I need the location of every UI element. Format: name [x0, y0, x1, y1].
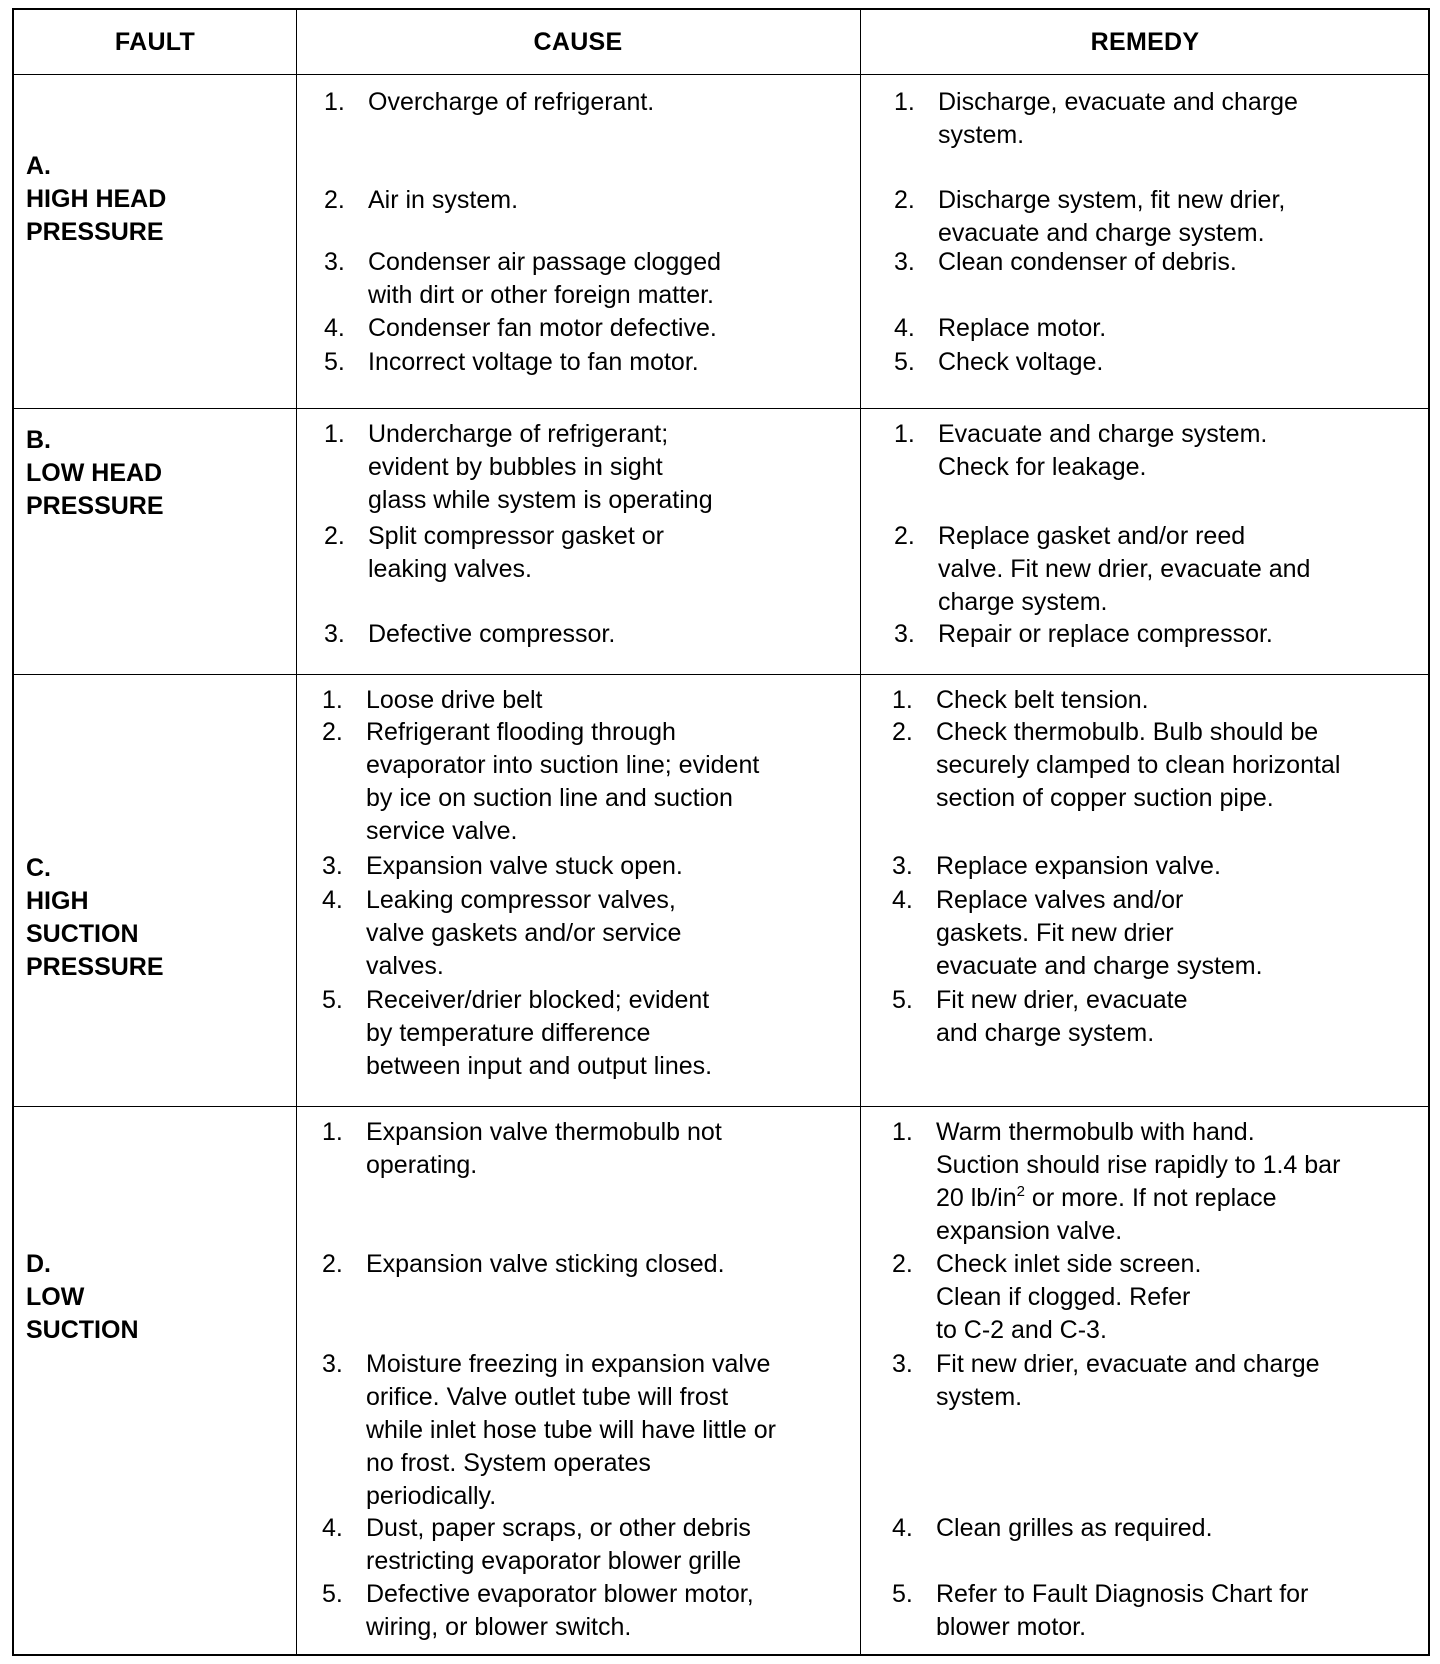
item-text-line: Check belt tension. — [936, 686, 1149, 714]
item-text — [936, 984, 1188, 1050]
item-text-line: Air in system. — [368, 186, 519, 214]
item-text — [936, 884, 1263, 983]
item-text — [368, 246, 721, 312]
fault-label-d — [26, 1248, 139, 1347]
item-text-line: by temperature difference — [366, 1019, 651, 1047]
item-text-line: Condenser air passage clogged — [368, 248, 722, 276]
fault-letter: B. — [26, 426, 51, 454]
item-number: 4. — [892, 1514, 913, 1542]
item-text — [936, 684, 1149, 717]
cause-item-d-5 — [322, 1578, 842, 1644]
item-text-line: gaskets. Fit new drier — [936, 919, 1174, 947]
item-text — [366, 884, 681, 983]
item-number: 2. — [894, 186, 915, 214]
item-text-line: Moisture freezing in expansion valve — [366, 1350, 771, 1378]
superscript: 2 — [1016, 1183, 1025, 1200]
item-text-line: Expansion valve sticking closed. — [366, 1250, 725, 1278]
item-text — [936, 1116, 1340, 1248]
item-text — [938, 346, 1103, 379]
item-text-line: valve gaskets and/or service — [366, 919, 682, 947]
header-fault: FAULT — [114, 27, 196, 56]
item-text — [936, 850, 1221, 883]
remedy-item-d-4 — [892, 1512, 1422, 1545]
item-text-line: Refrigerant flooding through — [366, 718, 676, 746]
item-number: 3. — [894, 620, 915, 648]
item-text-line: Fit new drier, evacuate and charge — [936, 1350, 1320, 1378]
remedy-item-b-2 — [894, 520, 1424, 619]
item-text-line: Discharge, evacuate and charge — [938, 88, 1298, 116]
item-text-line: expansion valve. — [936, 1217, 1123, 1245]
item-text-line: Check voltage. — [938, 348, 1104, 376]
header-divider — [14, 74, 1428, 75]
item-text-line: evident by bubbles in sight — [368, 453, 663, 481]
item-number: 4. — [322, 886, 343, 914]
item-text — [366, 1348, 776, 1513]
item-number: 2. — [324, 522, 345, 550]
item-text-line: Refer to Fault Diagnosis Chart for — [936, 1580, 1309, 1608]
item-number: 3. — [324, 248, 345, 276]
item-text-line: valve. Fit new drier, evacuate and — [938, 555, 1311, 583]
remedy-item-d-3 — [892, 1348, 1422, 1414]
item-number: 3. — [322, 852, 343, 880]
item-number: 3. — [324, 620, 345, 648]
item-text-line: evacuate and charge system. — [936, 952, 1263, 980]
item-text — [938, 618, 1273, 651]
item-text-line: no frost. System operates — [366, 1449, 651, 1477]
item-text-line: Warm thermobulb with hand. — [936, 1118, 1255, 1146]
item-number: 1. — [324, 88, 345, 116]
item-text-line: charge system. — [938, 588, 1108, 616]
item-text-line: Defective evaporator blower motor, — [366, 1580, 754, 1608]
fault-name-line: PRESSURE — [26, 218, 164, 246]
item-text-line: Repair or replace compressor. — [938, 620, 1273, 648]
cause-item-c-2 — [322, 716, 842, 848]
cause-item-a-2 — [324, 184, 844, 217]
remedy-item-d-5 — [892, 1578, 1422, 1644]
item-text — [366, 1116, 722, 1182]
item-text — [366, 684, 543, 717]
header-remedy: REMEDY — [1090, 27, 1200, 56]
fault-name-line: SUCTION — [26, 1316, 139, 1344]
fault-label-c — [26, 852, 164, 984]
cause-item-a-1 — [324, 86, 844, 119]
item-number: 4. — [894, 314, 915, 342]
item-text-line: Receiver/drier blocked; evident — [366, 986, 710, 1014]
item-number: 3. — [322, 1350, 343, 1378]
item-text-line: Leaking compressor valves, — [366, 886, 676, 914]
fault-label-a — [26, 150, 166, 249]
item-number: 1. — [322, 1118, 343, 1146]
item-text-line: section of copper suction pipe. — [936, 784, 1274, 812]
cause-item-a-5 — [324, 346, 844, 379]
item-text-line: Check for leakage. — [938, 453, 1147, 481]
item-text-line: Check inlet side screen. — [936, 1250, 1202, 1278]
item-text — [366, 850, 683, 883]
item-text — [938, 418, 1267, 484]
item-text-line: with dirt or other foreign matter. — [368, 281, 714, 309]
item-text-line: Suction should rise rapidly to 1.4 bar — [936, 1151, 1341, 1179]
item-number: 2. — [892, 718, 913, 746]
item-text — [936, 1348, 1320, 1414]
remedy-item-b-1 — [894, 418, 1424, 484]
remedy-item-c-3 — [892, 850, 1422, 883]
fault-name-line: PRESSURE — [26, 492, 164, 520]
item-text-line: and charge system. — [936, 1019, 1155, 1047]
fault-name-line: LOW HEAD — [26, 459, 163, 487]
item-text-line: restricting evaporator blower grille — [366, 1547, 742, 1575]
item-number: 1. — [894, 420, 915, 448]
fault-label-b — [26, 424, 164, 523]
fault-diagnosis-table — [12, 8, 1430, 1656]
item-number: 5. — [894, 348, 915, 376]
item-number: 3. — [892, 852, 913, 880]
remedy-item-a-3 — [894, 246, 1424, 279]
cause-item-d-2 — [322, 1248, 842, 1281]
item-text-line: valves. — [366, 952, 444, 980]
item-text — [936, 1578, 1308, 1644]
fault-letter: A. — [26, 152, 51, 180]
remedy-item-c-2 — [892, 716, 1422, 815]
item-text-line: Split compressor gasket or — [368, 522, 664, 550]
item-text — [936, 1248, 1201, 1347]
item-text-line: Overcharge of refrigerant. — [368, 88, 655, 116]
remedy-item-b-3 — [894, 618, 1424, 651]
item-text-line: evaporator into suction line; evident — [366, 751, 760, 779]
item-number: 2. — [322, 718, 343, 746]
remedy-item-c-1 — [892, 684, 1422, 717]
row-divider-c — [14, 1106, 1428, 1107]
item-text-line: operating. — [366, 1151, 478, 1179]
remedy-item-d-1 — [892, 1116, 1422, 1248]
item-text — [368, 312, 717, 345]
item-text-line: Evacuate and charge system. — [938, 420, 1268, 448]
item-text — [368, 520, 664, 586]
item-text — [938, 312, 1106, 345]
remedy-item-a-2 — [894, 184, 1424, 250]
item-number: 5. — [322, 1580, 343, 1608]
item-text — [938, 184, 1285, 250]
item-number: 5. — [892, 1580, 913, 1608]
item-text-line: Replace gasket and/or reed — [938, 522, 1246, 550]
remedy-item-c-4 — [892, 884, 1422, 983]
item-text — [366, 1512, 751, 1578]
item-text-line: evacuate and charge system. — [938, 219, 1265, 247]
item-number: 4. — [324, 314, 345, 342]
item-text-line: periodically. — [366, 1482, 497, 1510]
item-text-line: leaking valves. — [368, 555, 532, 583]
item-text — [366, 1578, 754, 1644]
item-number: 1. — [894, 88, 915, 116]
cause-item-c-4 — [322, 884, 842, 983]
item-text — [366, 1248, 725, 1281]
item-text-line: Clean condenser of debris. — [938, 248, 1237, 276]
item-number: 1. — [892, 1118, 913, 1146]
cause-item-d-4 — [322, 1512, 842, 1578]
fault-name-line: LOW — [26, 1283, 85, 1311]
item-text-line: while inlet hose tube will have little or — [366, 1416, 776, 1444]
cause-item-d-3 — [322, 1348, 842, 1513]
item-number: 2. — [894, 522, 915, 550]
fault-name-line: PRESSURE — [26, 953, 164, 981]
row-divider-b — [14, 674, 1428, 675]
item-number: 2. — [324, 186, 345, 214]
cause-item-c-1 — [322, 684, 842, 717]
fault-name-line: HIGH — [26, 887, 89, 915]
item-text-line: Condenser fan motor defective. — [368, 314, 717, 342]
item-text-line: system. — [936, 1383, 1023, 1411]
item-number: 5. — [322, 986, 343, 1014]
cause-item-b-1 — [324, 418, 844, 517]
item-number: 3. — [894, 248, 915, 276]
item-text-line: Clean grilles as required. — [936, 1514, 1213, 1542]
fault-name-line: SUCTION — [26, 920, 139, 948]
item-number: 4. — [892, 886, 913, 914]
fault-letter: C. — [26, 854, 51, 882]
header-cause: CAUSE — [533, 27, 623, 56]
cause-item-b-2 — [324, 520, 844, 586]
item-number: 1. — [322, 686, 343, 714]
item-text-line: Fit new drier, evacuate — [936, 986, 1188, 1014]
item-text-line: Incorrect voltage to fan motor. — [368, 348, 699, 376]
item-text-line: by ice on suction line and suction — [366, 784, 733, 812]
item-text-line: service valve. — [366, 817, 518, 845]
item-text-line: Expansion valve stuck open. — [366, 852, 683, 880]
item-text-line: Discharge system, fit new drier, — [938, 186, 1286, 214]
cause-item-d-1 — [322, 1116, 842, 1182]
remedy-item-d-2 — [892, 1248, 1422, 1347]
item-text-line: Replace expansion valve. — [936, 852, 1221, 880]
cause-item-a-4 — [324, 312, 844, 345]
item-text-line: blower motor. — [936, 1613, 1087, 1641]
item-text — [368, 618, 615, 651]
item-text-line: to C-2 and C-3. — [936, 1316, 1107, 1344]
item-text — [938, 86, 1298, 152]
remedy-item-a-4 — [894, 312, 1424, 345]
item-text-line: Loose drive belt — [366, 686, 543, 714]
item-text-line: glass while system is operating — [368, 486, 713, 514]
item-text-line: Undercharge of refrigerant; — [368, 420, 669, 448]
item-text-line: securely clamped to clean horizontal — [936, 751, 1341, 779]
item-number: 2. — [892, 1250, 913, 1278]
item-text-line: Expansion valve thermobulb not — [366, 1118, 722, 1146]
item-number: 5. — [892, 986, 913, 1014]
item-number: 3. — [892, 1350, 913, 1378]
cause-item-b-3 — [324, 618, 844, 651]
remedy-item-a-5 — [894, 346, 1424, 379]
item-text — [368, 418, 713, 517]
cause-item-c-5 — [322, 984, 842, 1083]
item-text — [368, 184, 518, 217]
item-text — [366, 716, 759, 848]
cause-item-c-3 — [322, 850, 842, 883]
item-text — [368, 86, 654, 119]
item-text-line: Dust, paper scraps, or other debris — [366, 1514, 751, 1542]
item-text-line: 20 $lb/in^2$ or more. If not replace — [936, 1183, 1277, 1212]
remedy-item-a-1 — [894, 86, 1424, 152]
item-number: 1. — [892, 686, 913, 714]
item-text-line: Defective compressor. — [368, 620, 616, 648]
item-text — [938, 520, 1310, 619]
column-divider-2 — [860, 10, 861, 1654]
item-text — [936, 1512, 1213, 1545]
item-text-line: Check thermobulb. Bulb should be — [936, 718, 1319, 746]
item-text — [936, 716, 1340, 815]
item-number: 2. — [322, 1250, 343, 1278]
row-divider-a — [14, 408, 1428, 409]
item-number: 1. — [324, 420, 345, 448]
item-text — [366, 984, 712, 1083]
fault-letter: D. — [26, 1250, 51, 1278]
cause-item-a-3 — [324, 246, 844, 312]
item-text-line: between input and output lines. — [366, 1052, 713, 1080]
item-text-line: wiring, or blower switch. — [366, 1613, 632, 1641]
fault-name-line: HIGH HEAD — [26, 185, 167, 213]
item-text — [368, 346, 699, 379]
item-text — [938, 246, 1237, 279]
remedy-item-c-5 — [892, 984, 1422, 1050]
item-text-line: Replace valves and/or — [936, 886, 1184, 914]
item-text-line: system. — [938, 121, 1025, 149]
item-number: 4. — [322, 1514, 343, 1542]
item-text-line: Replace motor. — [938, 314, 1107, 342]
item-text-line: Clean if clogged. Refer — [936, 1283, 1191, 1311]
item-text-line: orifice. Valve outlet tube will frost — [366, 1383, 729, 1411]
column-divider-1 — [296, 10, 297, 1654]
item-number: 5. — [324, 348, 345, 376]
